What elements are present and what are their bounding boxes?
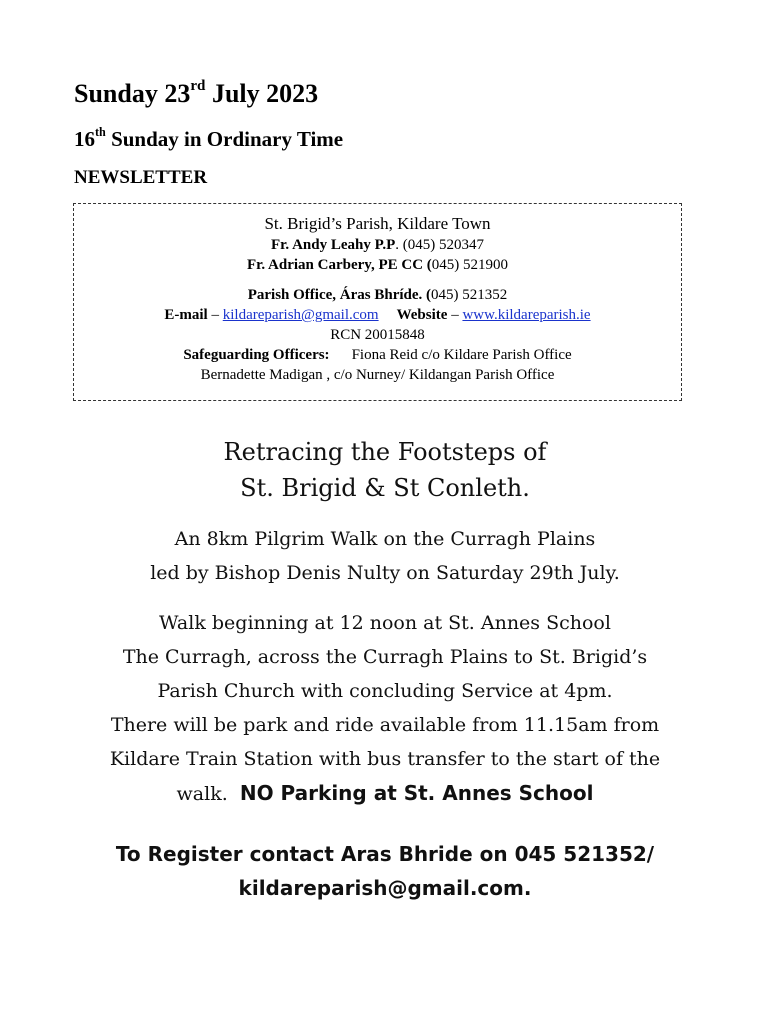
no-parking-notice: NO Parking at St. Annes School bbox=[239, 781, 594, 805]
newsletter-label: NEWSLETTER bbox=[74, 167, 208, 188]
priest1-line: Fr. Andy Leahy P.P. (045) 520347 bbox=[270, 237, 485, 253]
parish-office-line: Parish Office, Áras Bhríde. (045) 521352 bbox=[247, 287, 508, 303]
safeguarding-officer2-line: Bernadette Madigan , c/o Nurney/ Kildangan Parish Office bbox=[200, 367, 555, 383]
walk-summary: An 8km Pilgrim Walk on the Curragh Plains led by Bishop Denis Nulty on Saturday 29th July. bbox=[150, 528, 620, 584]
safeguarding-line: Safeguarding Officers: Fiona Reid c/o Kildare Parish Office bbox=[183, 347, 572, 363]
date-heading: Sunday 23rd July 2023 bbox=[74, 78, 319, 108]
liturgical-sunday-heading: 16th Sunday in Ordinary Time bbox=[74, 125, 344, 151]
parish-name: St. Brigid’s Parish, Kildare Town bbox=[264, 214, 491, 233]
email-link[interactable]: kildareparish@gmail.com bbox=[222, 307, 379, 323]
spacer bbox=[74, 275, 681, 285]
contact-line: E-mail – kildareparish@gmail.com Website – www.kildareparish.ie bbox=[164, 307, 591, 323]
walk-details: Walk beginning at 12 noon at St. Annes School The Curragh, across the Curragh Plains to St. Brigid’s Parish Church with concluding Service at 4pm. There will be park and ride available from 11.15am from Kildare Train Station with bus transfer to the start of the walk. NO Parking at St. Annes School bbox=[109, 612, 661, 805]
flyer-title: Retracing the Footsteps of St. Brigid & St Conleth. bbox=[223, 438, 547, 502]
website-link[interactable]: www.kildareparish.ie bbox=[462, 307, 591, 323]
registration-email: kildareparish@gmail.com. bbox=[238, 876, 532, 900]
registration-info: To Register contact Aras Bhride on 045 521352/ kildareparish@gmail.com. bbox=[40, 837, 730, 905]
pilgrim-walk-flyer bbox=[40, 434, 730, 905]
parish-info-box bbox=[73, 203, 682, 401]
rcn-line: RCN 20015848 bbox=[330, 327, 425, 343]
priest2-line: Fr. Adrian Carbery, PE CC (045) 521900 bbox=[246, 257, 509, 273]
